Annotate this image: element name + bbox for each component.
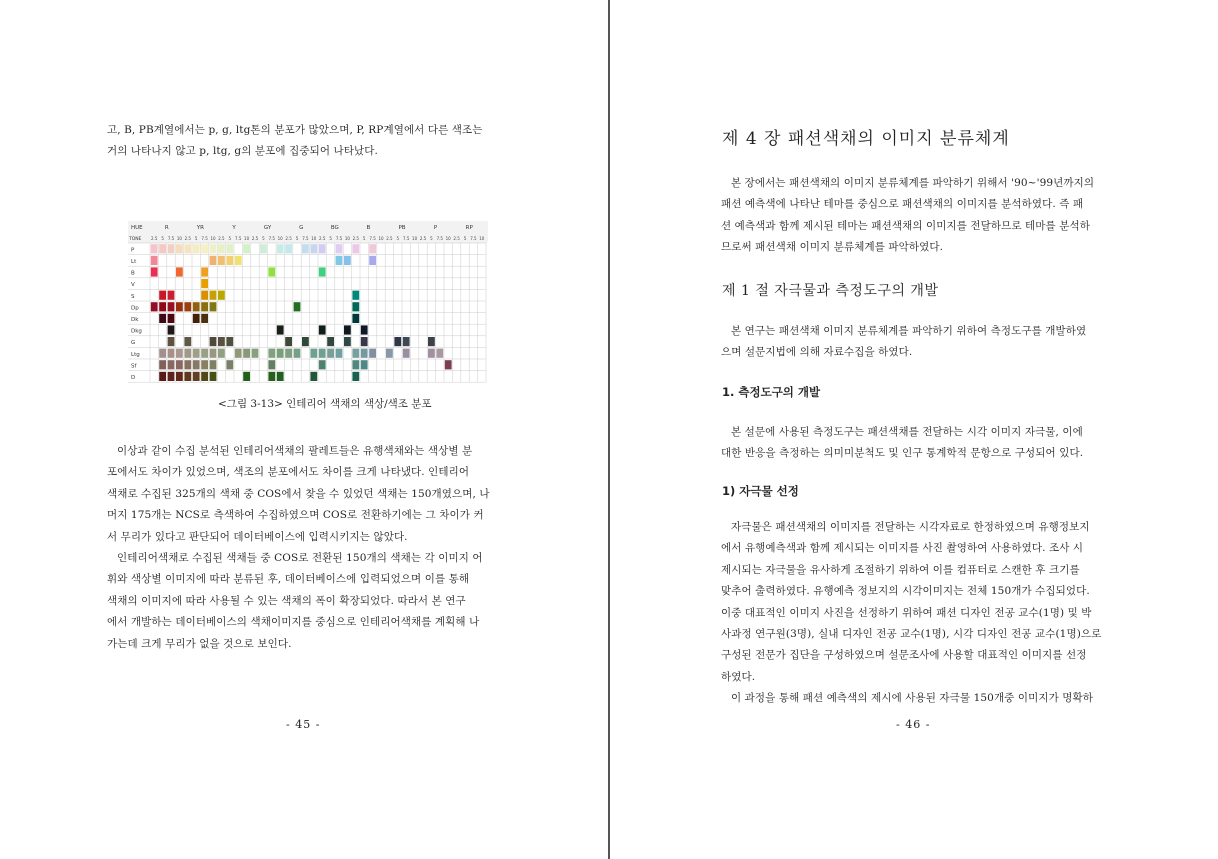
tone-header-label: TONE: [129, 237, 142, 242]
tone-label: Lt: [131, 258, 137, 265]
hue-label: G: [299, 225, 304, 231]
color-cell: [151, 244, 158, 253]
text-line: 본 연구는 패션색채 이미지 분류체계를 파악하기 위하여 측정도구를 개발하였: [731, 325, 1087, 337]
color-cell: [352, 291, 359, 300]
tone-label: G: [131, 340, 136, 347]
color-cell: [184, 337, 191, 346]
text-line: 고, B, PB계열에서는 p, g, ltg톤의 분포가 많았으며, P, RP계열에서 다른 색조는: [107, 124, 483, 136]
color-cell: [285, 244, 292, 253]
subhue-label: 10: [445, 236, 451, 241]
subhue-label: 2.5: [319, 236, 326, 241]
subsection2-paragraph: [721, 517, 1109, 710]
subhue-label: 10: [244, 236, 250, 241]
color-cell: [252, 349, 259, 358]
tone-label: S: [131, 293, 135, 300]
subsection1-paragraph: [721, 422, 1109, 465]
subhue-label: 2.5: [386, 236, 393, 241]
text-line: 에서 유행예측색과 함께 제시되는 이미지를 사진 촬영하여 사용하였다. 조사 시: [721, 542, 1084, 555]
color-cell: [428, 349, 435, 358]
left-page: [0, 0, 608, 859]
subhue-label: 7.5: [436, 236, 443, 241]
color-cell: [151, 267, 158, 276]
text-line: 색채로 수집된 325개의 색채 중 COS에서 찾을 수 있었던 색채는 150개였으며, 나: [107, 487, 490, 500]
color-cell: [319, 267, 326, 276]
text-line: 이상과 같이 수집 분석된 인테리어색채의 팔레트들은 유행색채와는 색상별 분: [117, 445, 473, 457]
subhue-label: 7.5: [201, 236, 208, 241]
color-cell: [201, 291, 208, 300]
color-cell: [218, 337, 225, 346]
text-line: 본 장에서는 패션색채의 이미지 분류체계를 파악하기 위해서 '90~'99년까지의: [731, 177, 1095, 189]
color-cell: [193, 372, 200, 381]
tone-label: Dk: [131, 316, 139, 323]
subhue-label: 10: [412, 236, 418, 241]
color-cell: [168, 372, 175, 381]
left-top-paragraph: [107, 120, 499, 163]
subhue-label: 10: [277, 236, 283, 241]
color-cell: [193, 302, 200, 311]
color-cell: [210, 244, 217, 253]
color-cell: [218, 291, 225, 300]
color-cell: [168, 314, 175, 323]
color-cell: [168, 349, 175, 358]
subhue-label: 7.5: [302, 236, 309, 241]
color-cell: [210, 372, 217, 381]
color-cell: [218, 244, 225, 253]
color-cell: [159, 314, 166, 323]
hue-label: RP: [465, 225, 473, 231]
subhue-label: 5: [262, 236, 265, 241]
subhue-label: 7.5: [369, 236, 376, 241]
text-line: 맞추어 출력하였다. 유행예측 정보지의 시각이미지는 전체 150개가 수집되었다.: [721, 585, 1090, 598]
color-cell: [226, 256, 233, 265]
color-cell: [319, 325, 326, 334]
color-cell: [201, 244, 208, 253]
color-cell: [436, 349, 443, 358]
color-cell: [226, 360, 233, 369]
subhue-label: 5: [228, 236, 232, 241]
color-cell: [277, 349, 284, 358]
text-line: 휘와 색상별 이미지에 따라 분류된 후, 데이터베이스에 입력되었으며 이를 통해: [107, 573, 470, 586]
subhue-label: 10: [210, 236, 216, 241]
color-cell: [176, 349, 183, 358]
color-cell: [235, 256, 242, 265]
color-cell: [285, 337, 292, 346]
subhue-label: 5: [430, 236, 433, 241]
text-line: 서 무리가 있다고 판단되어 데이터베이스에 입력시키지는 않았다.: [107, 530, 408, 543]
color-cell: [201, 349, 208, 358]
subhue-label: 2.5: [251, 236, 259, 241]
color-cell: [168, 325, 175, 334]
color-cell: [210, 360, 217, 369]
color-cell: [352, 372, 359, 381]
color-cell: [159, 349, 166, 358]
hue-label: PB: [398, 225, 406, 231]
text-line: 므로써 패션색채 이미지 분류체계를 파악하였다.: [721, 241, 944, 254]
text-line: 사과정 연구원(3명), 실내 디자인 전공 교수(1명), 시각 디자인 전공 교수(1명)으로: [721, 627, 1102, 640]
tone-label: P: [131, 247, 135, 254]
color-cell: [168, 291, 175, 300]
text-line: 이 과정을 통해 패션 예측색의 제시에 사용된 자극물 150개중 이미지가 명확하: [731, 692, 1094, 705]
color-cell: [210, 256, 217, 265]
subsection-heading: 1. 측정도구의 개발: [722, 385, 821, 399]
color-cell: [361, 325, 368, 334]
color-cell: [176, 302, 183, 311]
hue-label: P: [433, 225, 438, 231]
hue-label: YR: [196, 225, 204, 231]
color-cell: [352, 302, 359, 311]
color-cell: [285, 349, 292, 358]
color-cell: [277, 244, 284, 253]
color-cell: [268, 360, 275, 369]
color-cell: [310, 349, 317, 358]
color-cell: [361, 337, 368, 346]
color-cell: [159, 360, 166, 369]
color-cell: [184, 360, 191, 369]
tone-hue-grid: [128, 217, 488, 385]
color-cell: [193, 244, 200, 253]
tone-label: D: [131, 374, 136, 381]
color-cell: [327, 337, 334, 346]
color-cell: [243, 372, 250, 381]
color-cell: [201, 360, 208, 369]
color-cell: [210, 302, 217, 311]
color-cell: [369, 244, 376, 253]
text-line: 으며 설문지법에 의해 자료수집을 하였다.: [721, 346, 913, 359]
color-cell: [403, 349, 410, 358]
color-cell: [369, 256, 376, 265]
color-cell: [352, 360, 359, 369]
color-cell: [352, 244, 359, 253]
text-line: 자극물은 패션색채의 이미지를 전달하는 시각자료로 한정하였으며 유행정보지: [731, 521, 1090, 533]
subhue-label: 7.5: [235, 236, 242, 241]
text-line: 거의 나타나지 않고 p, ltg, g의 분포에 집중되어 나타났다.: [107, 145, 378, 158]
color-cell: [184, 244, 191, 253]
text-line: 인테리어색채로 수집된 색채들 중 COS로 전환된 150개의 색채는 각 이미지 어: [117, 551, 483, 564]
color-cell: [319, 349, 326, 358]
color-cell: [159, 244, 166, 253]
color-cell: [210, 337, 217, 346]
subsection-heading: 1) 자극물 선정: [722, 484, 799, 498]
subhue-label: 5: [161, 236, 164, 241]
subhue-label: 5: [295, 236, 299, 241]
color-cell: [184, 372, 191, 381]
color-cell: [336, 244, 343, 253]
color-cell: [336, 256, 343, 265]
page-number: - 46 -: [896, 718, 931, 731]
subhue-label: 10: [311, 236, 317, 241]
text-line: 가는데 크게 무리가 없을 것으로 보인다.: [107, 637, 292, 650]
color-cell: [159, 372, 166, 381]
color-cell: [193, 349, 200, 358]
color-cell: [394, 337, 401, 346]
color-cell: [361, 360, 368, 369]
color-cell: [294, 349, 301, 358]
subhue-label: 2.5: [419, 236, 427, 241]
text-line: 본 설문에 사용된 측정도구는 패션색채를 전달하는 시각 이미지 자극물, 이에: [731, 426, 1083, 438]
subhue-label: 2.5: [352, 236, 359, 241]
color-cell: [336, 349, 343, 358]
color-cell: [201, 314, 208, 323]
text-line: 에서 개발하는 데이터베이스의 색채이미지를 중심으로 인테리어색채를 계획해 나: [107, 616, 480, 629]
color-cell: [201, 372, 208, 381]
color-cell: [327, 349, 334, 358]
subhue-label: 2.5: [453, 236, 460, 241]
color-cell: [159, 302, 166, 311]
color-cell: [319, 360, 326, 369]
subhue-label: 2.5: [218, 236, 225, 241]
text-line: 색채의 이미지에 따라 사용될 수 있는 색채의 폭이 확장되었다. 따라서 본 연구: [107, 594, 466, 607]
color-cell: [218, 349, 225, 358]
text-line: 구성된 전문가 집단을 구성하였으며 설문조사에 사용할 대표적인 이미지를 선정: [721, 649, 1087, 662]
subhue-label: 5: [329, 236, 332, 241]
color-cell: [151, 302, 158, 311]
section-paragraph: [721, 321, 1109, 364]
subhue-label: 7.5: [403, 236, 410, 241]
hue-label: GY: [263, 225, 272, 231]
color-cell: [268, 349, 275, 358]
color-cell: [403, 337, 410, 346]
color-cell: [260, 244, 267, 253]
color-cell: [310, 372, 317, 381]
color-cell: [218, 256, 225, 265]
subhue-label: 10: [344, 236, 350, 241]
color-cell: [159, 291, 166, 300]
color-cell: [176, 244, 183, 253]
color-cell: [302, 244, 309, 253]
text-line: 포에서도 차이가 있었으며, 색조의 분포에서도 차이를 크게 나타냈다. 인테리어: [107, 466, 470, 479]
color-cell: [176, 372, 183, 381]
text-line: 하였다.: [721, 670, 756, 683]
tone-label: Sf: [131, 363, 137, 370]
subhue-label: 5: [194, 236, 198, 241]
color-cell: [235, 349, 242, 358]
hue-label: R: [164, 225, 169, 231]
hue-label: BG: [330, 225, 339, 231]
text-line: 대한 반응을 측정하는 의미미분척도 및 인구 통계학적 문항으로 구성되어 있다.: [721, 447, 1084, 460]
color-cell: [352, 314, 359, 323]
left-body-paragraph: [107, 441, 499, 655]
subhue-label: 7.5: [167, 236, 175, 241]
intro-paragraph: [721, 173, 1109, 259]
color-cell: [210, 291, 217, 300]
subhue-label: 10: [176, 236, 182, 241]
tone-hue-distribution-chart: [128, 217, 488, 389]
color-cell: [226, 337, 233, 346]
subhue-label: 5: [396, 236, 400, 241]
text-line: 션 예측색과 함께 제시된 테마는 패션색채의 이미지를 전달하므로 테마를 분석하: [721, 219, 1090, 232]
color-cell: [201, 267, 208, 276]
color-cell: [193, 314, 200, 323]
color-cell: [319, 244, 326, 253]
hue-label: B: [366, 225, 371, 231]
color-cell: [193, 360, 200, 369]
subhue-label: 10: [479, 236, 485, 241]
color-cell: [243, 244, 250, 253]
color-cell: [168, 337, 175, 346]
color-cell: [294, 302, 301, 311]
subhue-label: 2.5: [285, 236, 292, 241]
color-cell: [445, 360, 452, 369]
color-cell: [277, 372, 284, 381]
subhue-label: 2.5: [184, 236, 191, 241]
tone-label: V: [131, 282, 135, 289]
color-cell: [176, 267, 183, 276]
subhue-label: 7.5: [470, 236, 477, 241]
color-cell: [428, 337, 435, 346]
color-cell: [268, 267, 275, 276]
subhue-label: 7.5: [268, 236, 275, 241]
page-divider: [608, 0, 610, 859]
color-cell: [226, 244, 233, 253]
color-cell: [369, 349, 376, 358]
subhue-label: 2.5: [151, 236, 158, 241]
hue-label: Y: [232, 225, 236, 231]
color-cell: [268, 372, 275, 381]
hue-header-label: HUE: [131, 225, 143, 231]
tone-label: Dp: [131, 305, 139, 312]
chapter-title: 제 4 장 패션색채의 이미지 분류체계: [722, 129, 1010, 149]
color-cell: [168, 244, 175, 253]
figure-caption: <그림 3-13> 인테리어 색채의 색상/색조 분포: [218, 398, 432, 410]
color-cell: [361, 349, 368, 358]
text-line: 이중 대표적인 이미지 사진을 선정하기 위하여 패션 디자인 전공 교수(1명) 및 박: [721, 606, 1092, 619]
subhue-label: 5: [362, 236, 366, 241]
color-cell: [344, 337, 351, 346]
color-cell: [344, 325, 351, 334]
subhue-label: 10: [378, 236, 384, 241]
color-cell: [184, 302, 191, 311]
text-line: 패션 예측색에 나타난 테마를 중심으로 패션색채의 이미지를 분석하였다. 즉 패: [721, 198, 1084, 211]
section-title: 제 1 절 자극물과 측정도구의 개발: [722, 283, 939, 299]
color-cell: [302, 337, 309, 346]
text-line: 머지 175개는 NCS로 측색하여 수집하였으며 COS로 전환하기에는 그 차이가 커: [107, 509, 484, 522]
color-cell: [352, 349, 359, 358]
color-cell: [168, 302, 175, 311]
color-cell: [201, 279, 208, 288]
color-cell: [210, 349, 217, 358]
color-cell: [310, 244, 317, 253]
page-number: - 45 -: [286, 718, 321, 731]
color-cell: [201, 302, 208, 311]
color-cell: [184, 349, 191, 358]
right-page: [611, 0, 1218, 859]
tone-label: B: [131, 270, 135, 277]
color-cell: [176, 360, 183, 369]
color-cell: [151, 256, 158, 265]
tone-label: Ltg: [131, 351, 140, 358]
color-cell: [344, 256, 351, 265]
subhue-label: 5: [463, 236, 467, 241]
text-line: 제시되는 자극물을 유사하게 조절하기 위하여 이를 컴퓨터로 스캔한 후 크기를: [721, 563, 1080, 576]
color-cell: [386, 349, 393, 358]
color-cell: [243, 349, 250, 358]
tone-label: Dkg: [131, 328, 142, 335]
color-cell: [168, 360, 175, 369]
subhue-label: 7.5: [335, 236, 343, 241]
color-cell: [277, 325, 284, 334]
